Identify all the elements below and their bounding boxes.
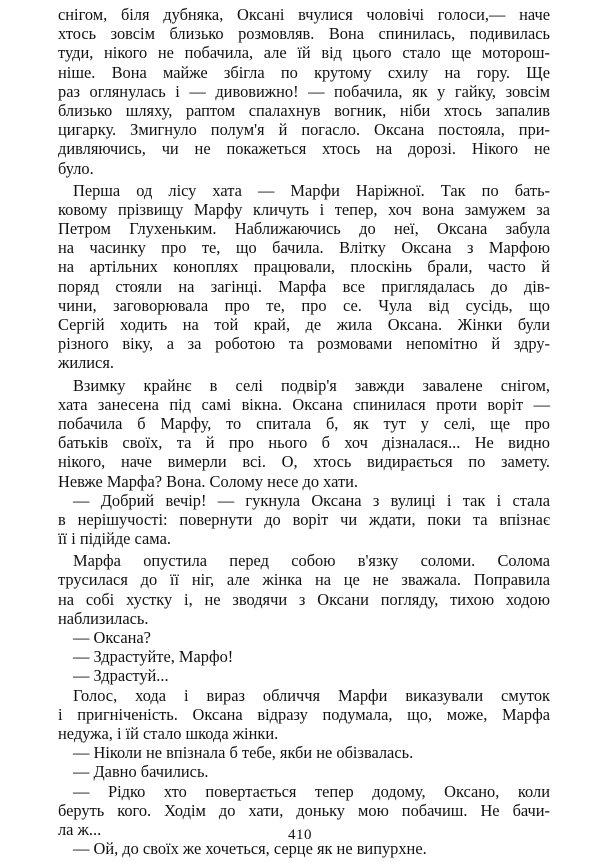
text-line: ніше. Вона майже збігла по крутому схилу на гору. Ще <box>58 62 550 82</box>
paragraph-9 <box>58 686 550 744</box>
text-line: ковому прізвищу Марфу кличуть і тепер, хоч вона замужем за <box>58 199 550 219</box>
text-line: — Рідко хто повертається тепер додому, Оксано, коли <box>73 781 550 801</box>
text-line: на артільних коноплях працювали, плоскінь брали, часто й <box>58 257 550 277</box>
text-line: на собі хустку і, не зводячи з Оксани погляду, тихою ходою <box>58 589 550 609</box>
text-column <box>58 5 550 858</box>
text-line: її і підійде сама. <box>58 529 171 549</box>
paragraph-5 <box>58 551 550 628</box>
text-line: — Оксана? <box>73 628 151 647</box>
text-line: — Ой, до своїх же хочеться, серце як не випурхне. <box>73 839 427 859</box>
text-line: ла ж... <box>58 819 102 839</box>
text-line: — Давно бачились. <box>73 762 209 782</box>
text-line: — Добрий вечір! — гукнула Оксана з вулиці і так і стала <box>73 490 550 510</box>
text-line: — Ніколи не впізнала б тебе, якби не обізвалась. <box>73 743 414 763</box>
text-line: Невже Марфа? Вона. Солому несе до хати. <box>58 471 358 491</box>
dialogue-line <box>58 666 550 685</box>
text-line: різного віку, а за роботою та розмовами непомітно й здру- <box>58 334 550 354</box>
paragraph-2 <box>58 181 550 373</box>
text-line: дивляючись, чи не покажеться хтось на дорозі. Нікого не <box>58 139 550 159</box>
paragraph-3 <box>58 376 550 491</box>
text-line: хтось зовсім близько розмовляв. Вона спинилась, подивилась <box>58 24 550 44</box>
dialogue-line <box>58 628 550 647</box>
text-line: Перша од лісу хата — Марфи Наріжної. Так по бать- <box>73 180 550 200</box>
text-line: поряд стояли на загінці. Марфа все приглядалась до дів- <box>58 276 550 296</box>
text-line: і пригніченість. Оксана відразу подумала, що, може, Марфа <box>58 704 550 724</box>
text-line: Петром Глухеньким. Наближаючись до неї, Оксана забула <box>58 219 550 239</box>
dialogue-line <box>58 743 550 762</box>
text-line: наблизилась. <box>58 608 149 628</box>
text-line: на часинку про те, що бачила. Влітку Оксана з Марфою <box>58 238 550 258</box>
text-line: Взимку крайнє в селі подвір'я завжди завалене снігом, <box>73 375 550 395</box>
text-line: жилися. <box>58 353 114 373</box>
text-line: — Здрастуй... <box>73 666 169 686</box>
text-line: Марфа опустила перед собою в'язку соломи. Солома <box>73 551 550 571</box>
paragraph-1 <box>58 5 550 178</box>
text-line: снігом, біля дубняка, Оксані вчулися чоловічі голоси,— наче <box>58 5 550 24</box>
text-line: близько шляху, раптом спалахнув вогник, ніби хтось запалив <box>58 100 550 120</box>
paragraph-4 <box>58 491 550 549</box>
text-line: — Здрастуйте, Марфо! <box>73 647 234 667</box>
text-line: Голос, хода і вираз обличчя Марфи виказували смуток <box>73 685 550 705</box>
text-line: батьків своїх, та й про нього б хоч дізналася... Не видно <box>58 433 550 453</box>
text-line: хата занесена під самі вікна. Оксана спинилася проти воріт — <box>58 394 550 414</box>
text-line: було. <box>58 158 94 178</box>
text-line: Сергій ходить на той край, де жила Оксана. Жінки були <box>58 315 550 334</box>
text-line: побачила б Марфу, то спитала б, як тут у селі, ще про <box>58 413 550 433</box>
text-line: недужа, і їй стало шкода жінки. <box>58 723 279 743</box>
text-line: раз оглянулась і — дивовижно! — побачила, як у гайку, зовсім <box>58 81 550 101</box>
text-line: цигарку. Змигнуло полум'я й погасло. Оксана постояла, при- <box>58 120 550 140</box>
text-line: туди, нікого не побачила, але їй від цього стало ще моторош- <box>58 43 550 63</box>
text-line: в нерішучості: повернути до воріт чи ждати, поки та впізнає <box>58 509 550 529</box>
text-line: нікого, наче вимерли всі. О, хтось видирається по замету. <box>58 452 550 472</box>
text-line: чини, заговорювала про те, про се. Чула від сусідь, що <box>58 295 550 315</box>
text-line: трусилася до її ніг, але жінка на це не зважала. Поправила <box>58 570 550 590</box>
text-line: беруть кого. Ходім до хати, доньку мою побачиш. Не бачи- <box>58 800 550 820</box>
page-number: 410 <box>288 827 312 843</box>
dialogue-line <box>58 647 550 666</box>
dialogue-line <box>58 762 550 781</box>
